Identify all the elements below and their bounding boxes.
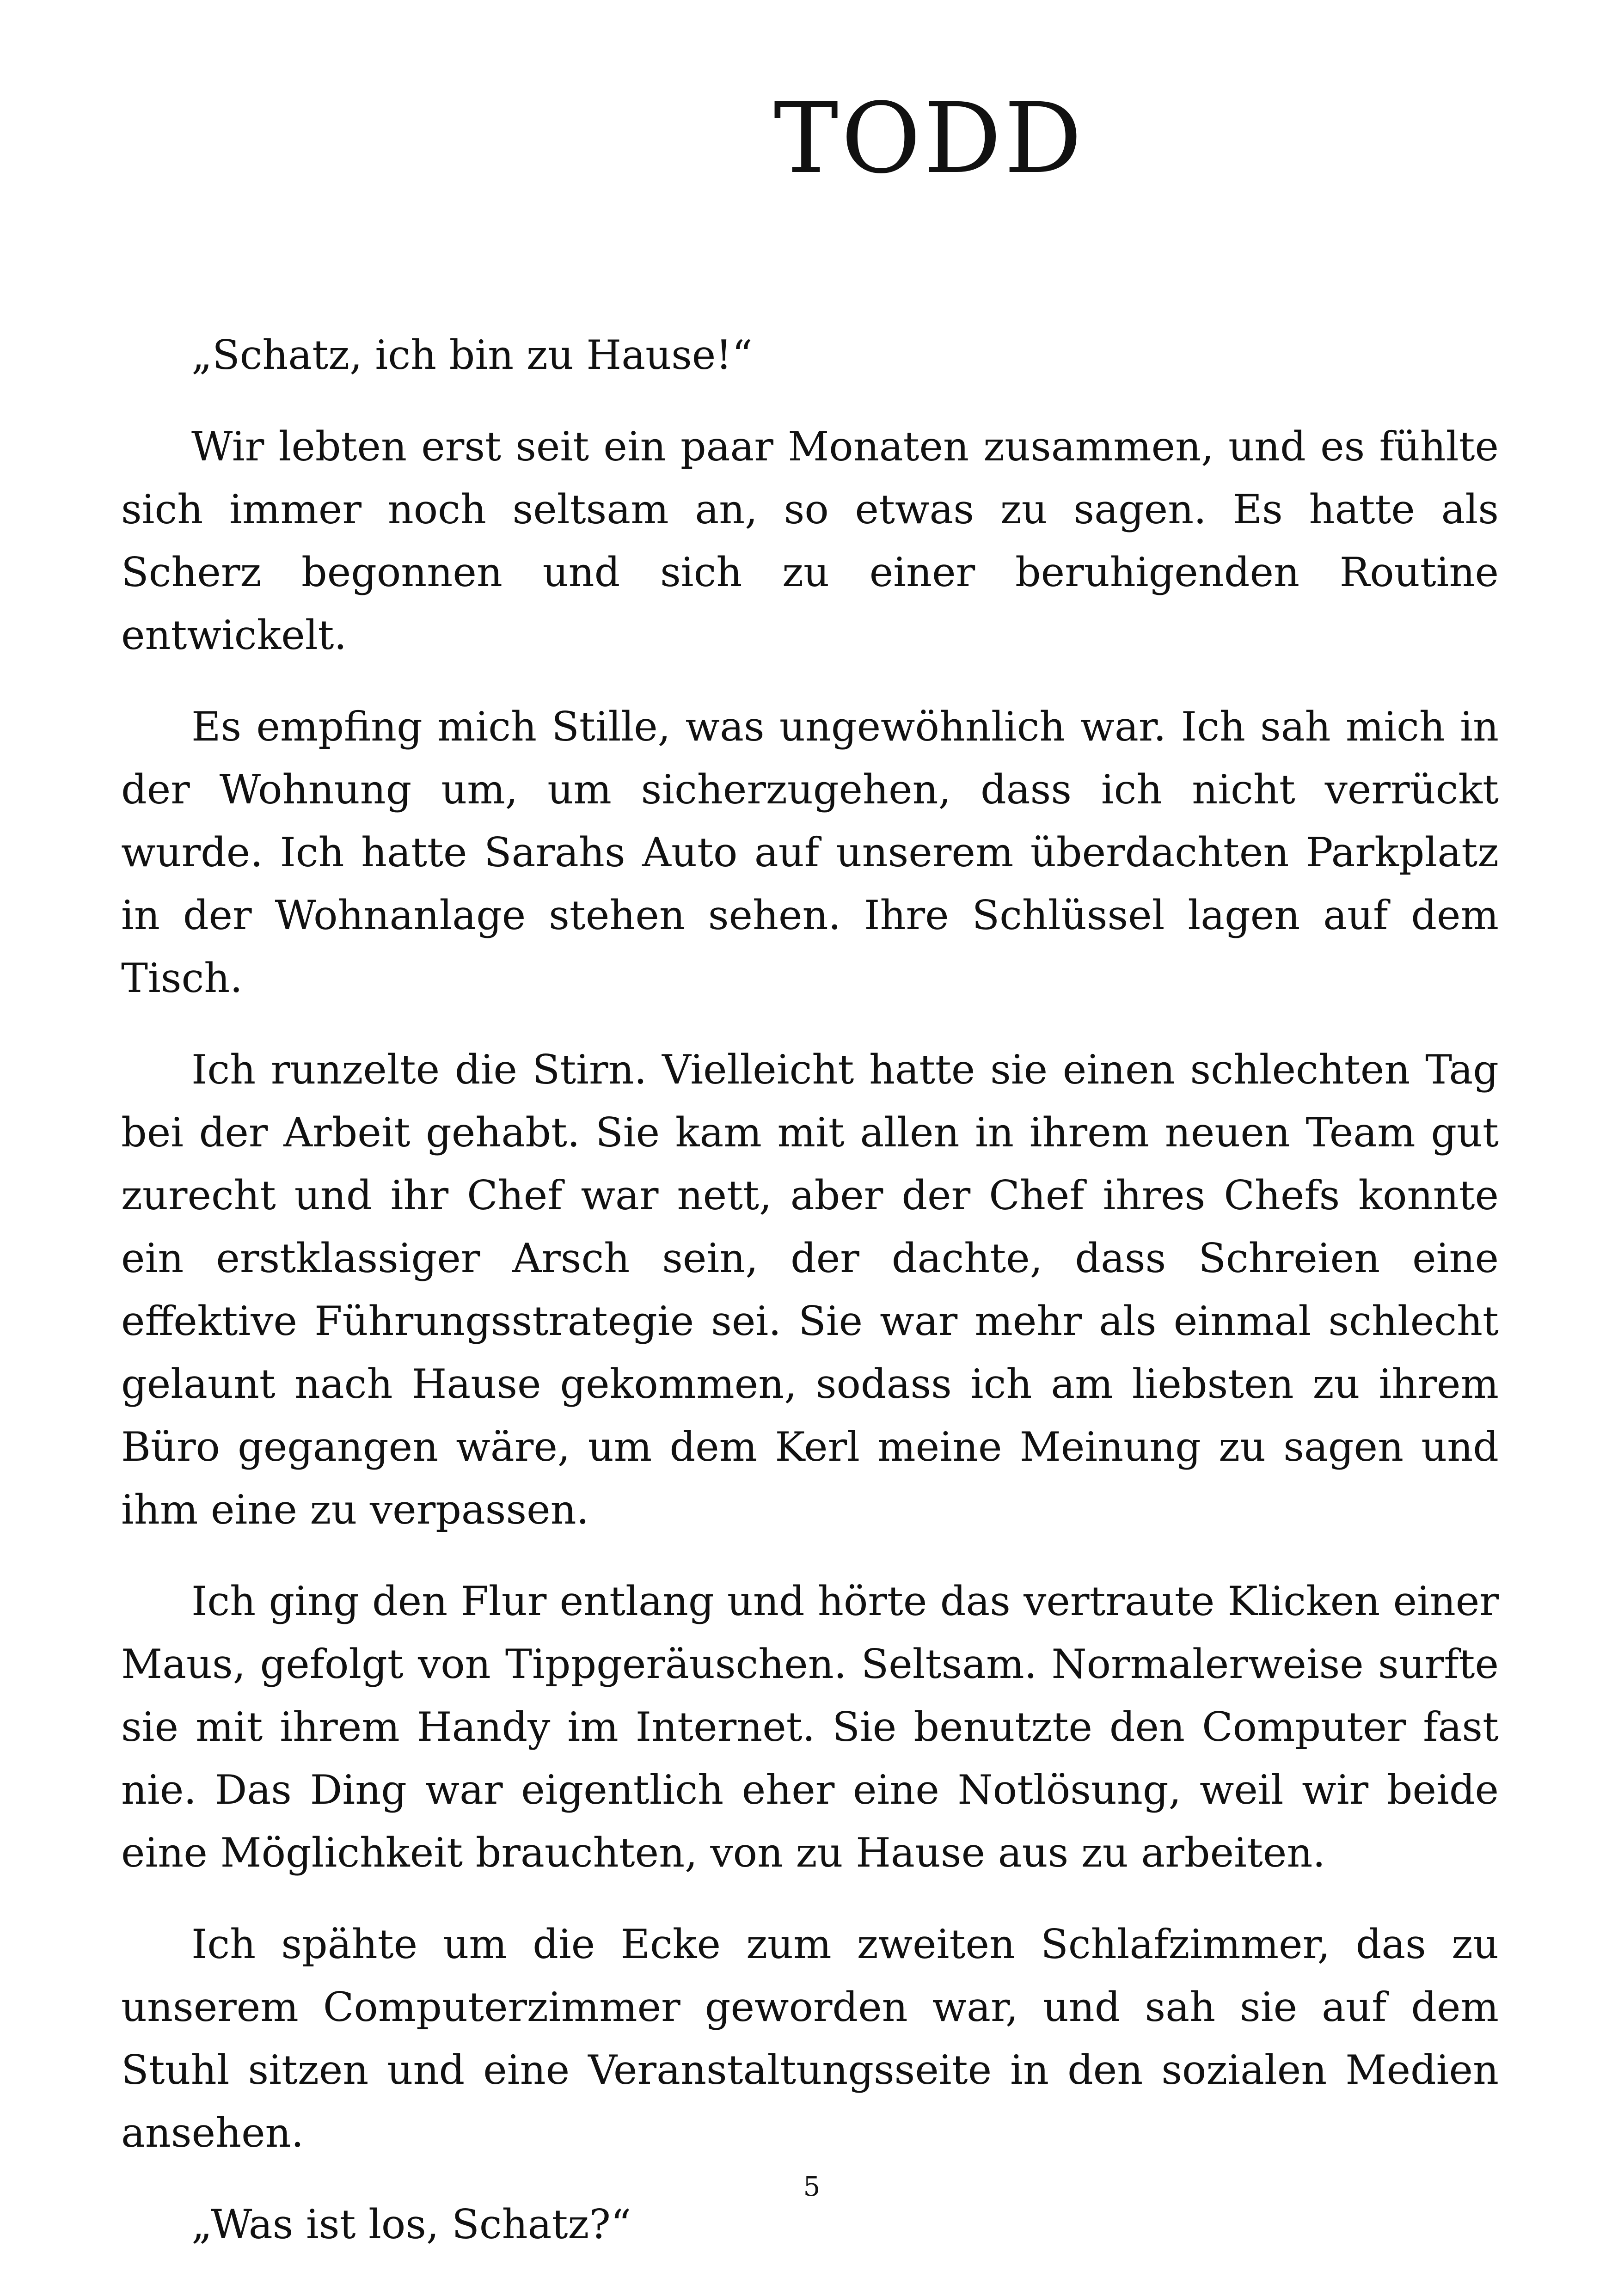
paragraph: „Schatz, ich bin zu Hause!“: [191, 331, 753, 379]
paragraph: Wir lebten erst seit ein paar Monaten zusammen, und es fühlte sich immer noch seltsam an, so etwas zu sagen. Es hatte als Scherz begonnen und sich zu einer beruhigenden Routine entwickelt.: [121, 423, 1499, 659]
body-text: [121, 324, 1499, 2284]
page-number: 5: [803, 2171, 821, 2202]
paragraph: Ich spähte um die Ecke zum zweiten Schlafzimmer, das zu unserem Computerzimmer geworden war, und sah sie auf dem Stuhl sitzen und eine Veranstaltungsseite in den sozialen Medien ansehen.: [121, 1921, 1499, 2156]
paragraph: Ich ging den Flur entlang und hörte das vertraute Klicken einer Maus, gefolgt von Tippgeräuschen. Seltsam. Normalerweise surfte sie mit ihrem Handy im Internet. Sie benutzte den Computer fast nie. Das Ding war eigentlich eher eine Notlösung, weil wir beide eine Möglichkeit brauchten, von zu Hause aus zu arbeiten.: [121, 1578, 1499, 1876]
paragraph: Ich runzelte die Stirn. Vielleicht hatte sie einen schlechten Tag bei der Arbeit gehabt. Sie kam mit allen in ihrem neuen Team gut zurecht und ihr Chef war nett, aber der Chef ihres Chefs konnte ein erstklassiger Arsch sein, der dachte, dass Schreien eine effektive Führungsstrategie sei. Sie war mehr als einmal schlecht gelaunt nach Hause gekommen, sodass ich am liebsten zu ihrem Büro gegangen wäre, um dem Kerl meine Meinung zu sagen und ihm eine zu verpassen.: [121, 1046, 1499, 1533]
paragraph: „Was ist los, Schatz?“: [191, 2201, 631, 2248]
paragraph: Es empfing mich Stille, was ungewöhnlich war. Ich sah mich in der Wohnung um, um sicherzugehen, dass ich nicht verrückt wurde. Ich hatte Sarahs Auto auf unserem überdachten Parkplatz in der Wohnanlage stehen sehen. Ihre Schlüssel lagen auf dem Tisch.: [121, 703, 1499, 1002]
chapter-title: TODD: [773, 82, 1085, 195]
